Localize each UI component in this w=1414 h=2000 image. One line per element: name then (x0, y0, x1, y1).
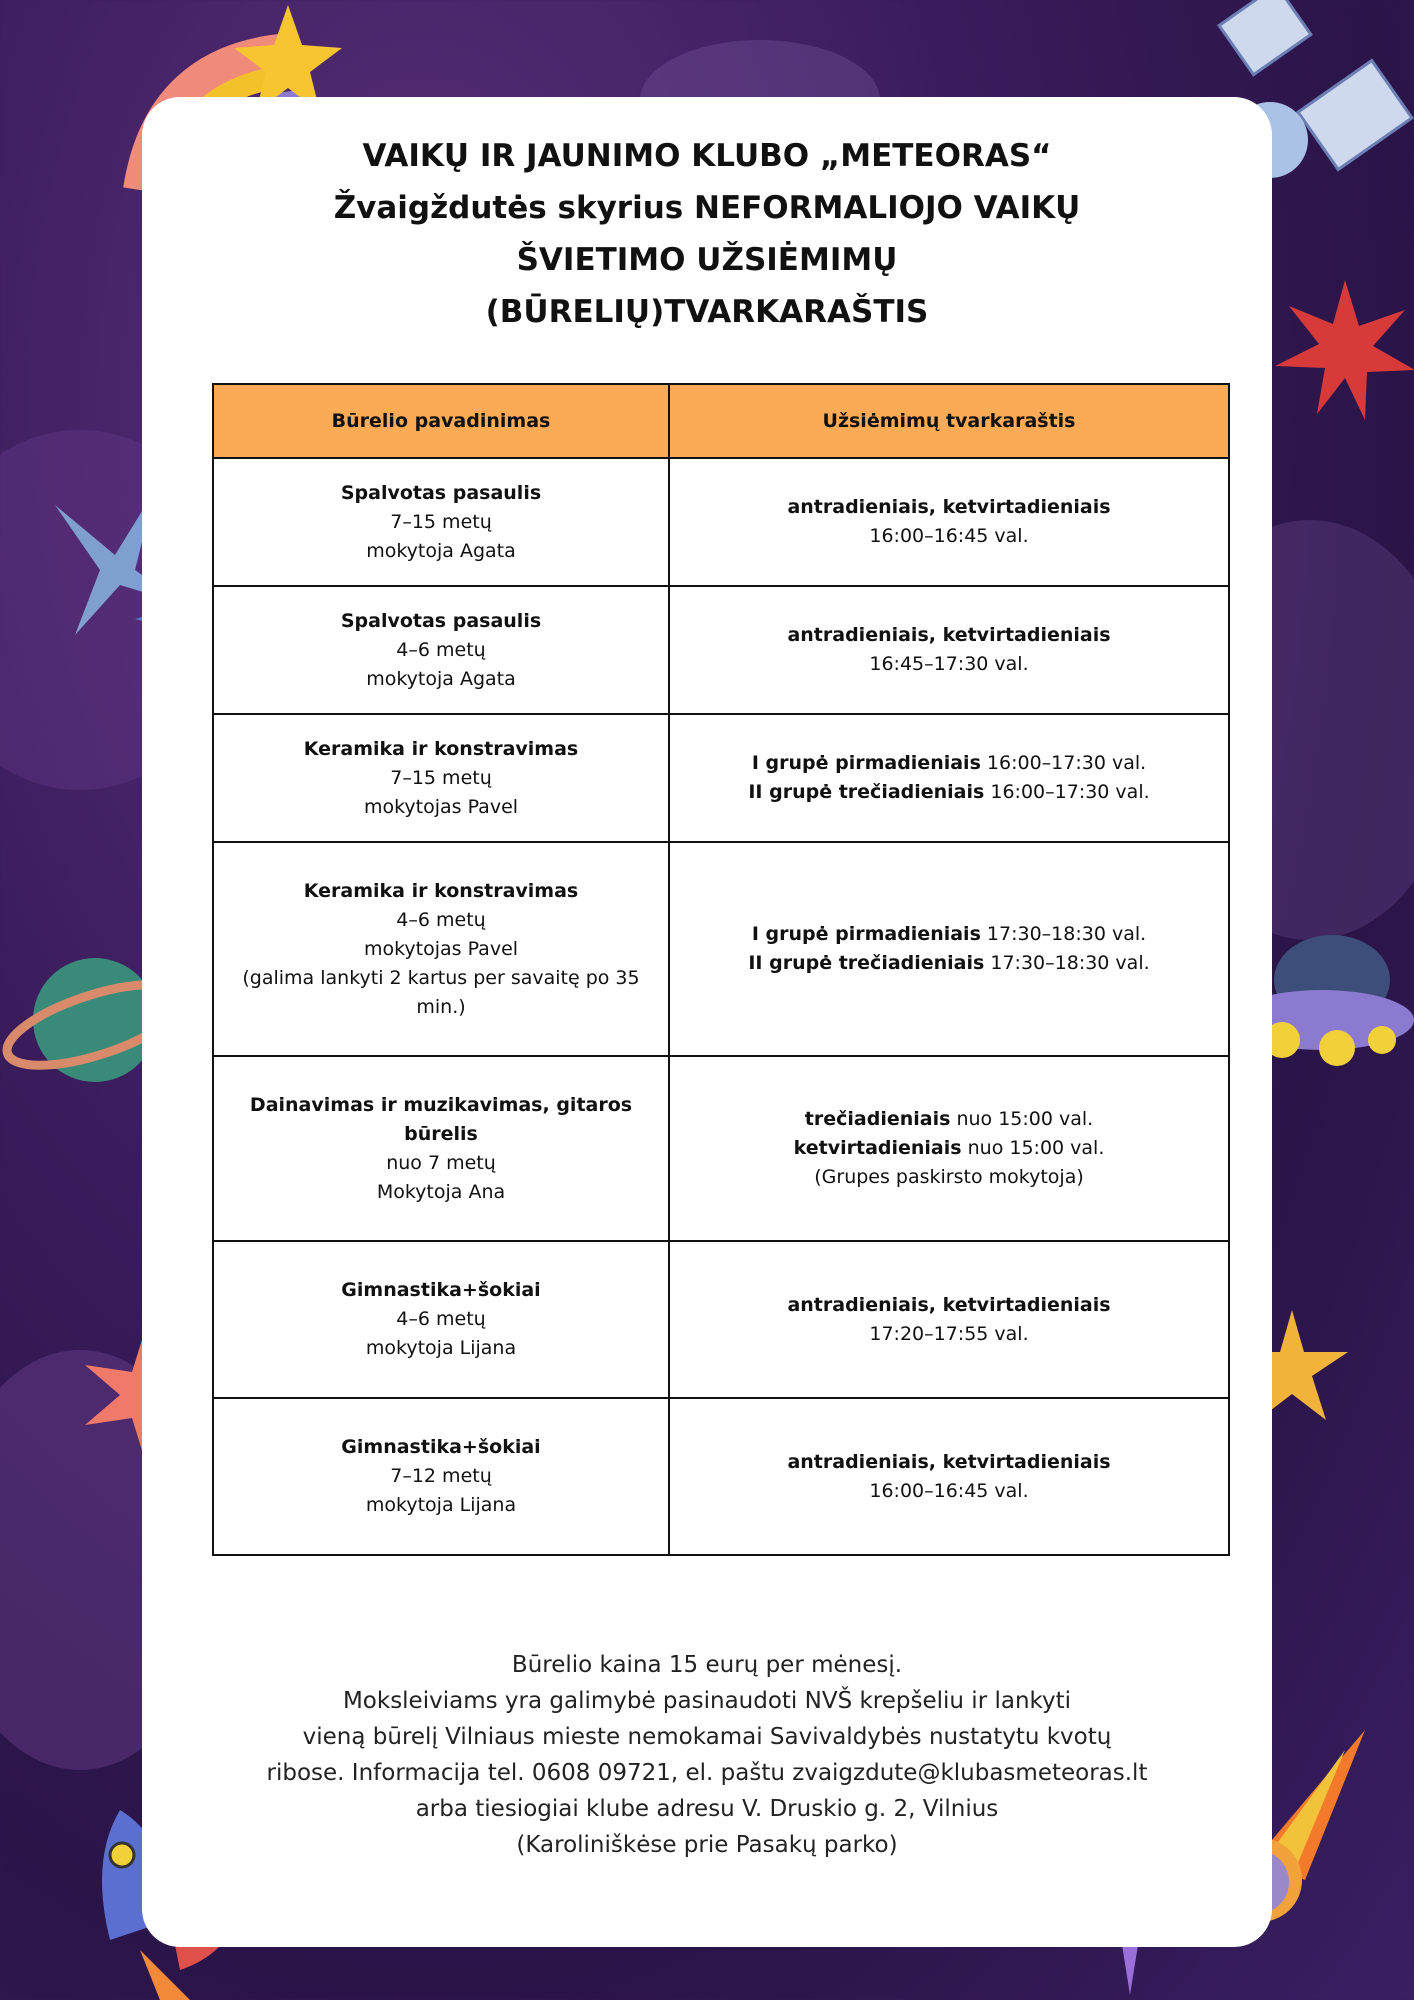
schedule-time: 17:20–17:55 val. (869, 1322, 1029, 1345)
schedule-line (688, 1448, 1210, 1477)
schedule-time: 16:00–17:30 val. (980, 752, 1147, 774)
column-header-name: Būrelio pavadinimas (213, 384, 669, 458)
club-name: Spalvotas pasaulis (340, 481, 542, 504)
table-row (213, 586, 1229, 714)
schedule-days: I grupė pirmadieniais (751, 752, 981, 774)
footer-line: Moksleiviams yra galimybė pasinaudoti NVŠ krepšeliu ir lankyti (342, 1688, 1072, 1714)
schedule-time: 16:00–17:30 val. (984, 781, 1150, 803)
title-line: Žvaigždutės skyrius NEFORMALIOJO VAIKŲ (333, 190, 1081, 226)
schedule-days: I grupė pirmadieniais (751, 923, 981, 945)
table-row (213, 1056, 1229, 1241)
schedule-time: 16:45–17:30 val. (869, 653, 1029, 675)
page-title (0, 130, 1414, 338)
footer-info (0, 1647, 1414, 1863)
club-cell (213, 1398, 669, 1555)
schedule-time: 17:30–18:30 val. (984, 952, 1150, 974)
schedule-line (688, 778, 1210, 807)
schedule-line (688, 1291, 1210, 1320)
club-age: 7–12 metų (390, 1465, 492, 1487)
schedule-days: trečiadieniais (804, 1108, 951, 1130)
club-age: 4–6 metų (396, 1308, 486, 1330)
schedule-days: ketvirtadieniais (793, 1137, 962, 1159)
table-row (213, 714, 1229, 842)
club-teacher: mokytoja Agata (366, 539, 516, 562)
club-note: (galima lankyti 2 kartus per savaitę po 35 min.) (242, 966, 640, 1018)
footer-line: (Karoliniškėse prie Pasakų parko) (516, 1832, 898, 1858)
club-cell (213, 842, 669, 1056)
schedule-line (688, 920, 1210, 949)
title-line: VAIKŲ IR JAUNIMO KLUBO „METEORAS“ (362, 138, 1052, 174)
club-cell (213, 1241, 669, 1398)
schedule-line (688, 949, 1210, 978)
club-teacher: mokytoja Agata (366, 667, 516, 690)
footer-line: Būrelio kaina 15 eurų per mėnesį. (511, 1652, 903, 1678)
club-age: 4–6 metų (396, 908, 486, 931)
table-row (213, 842, 1229, 1056)
table-row (213, 1398, 1229, 1555)
club-cell (213, 714, 669, 842)
club-teacher: Mokytoja Ana (376, 1180, 506, 1203)
footer-line: ribose. Informacija tel. 0608 09721, el. paštu zvaigzdute@klubasmeteoras.lt (266, 1760, 1148, 1786)
schedule-cell (669, 458, 1229, 586)
club-name: Gimnastika+šokiai (341, 1436, 541, 1458)
column-header-schedule: Užsiėmimų tvarkaraštis (669, 384, 1229, 458)
title-line: ŠVIETIMO UŽSIĖMIMŲ (516, 242, 898, 278)
table-row (213, 458, 1229, 586)
club-teacher: mokytojas Pavel (363, 937, 519, 960)
schedule-days: II grupė trečiadieniais (748, 952, 985, 974)
schedule-time: nuo 15:00 val. (950, 1108, 1094, 1130)
schedule-line (688, 650, 1210, 679)
title-line: (BŪRELIŲ)TVARKARAŠTIS (485, 294, 929, 330)
schedule-days: antradieniais, ketvirtadieniais (787, 496, 1111, 518)
club-age: 7–15 metų (390, 510, 492, 533)
club-teacher: mokytojas Pavel (363, 795, 519, 818)
club-name: Gimnastika+šokiai (341, 1279, 541, 1301)
schedule-line (688, 1105, 1210, 1134)
schedule-line (688, 522, 1210, 551)
schedule-days: antradieniais, ketvirtadieniais (787, 624, 1111, 646)
schedule-line (688, 1477, 1210, 1506)
schedule-cell (669, 1398, 1229, 1555)
club-teacher: mokytoja Lijana (365, 1494, 517, 1516)
club-name: Dainavimas ir muzikavimas, gitaros būrelis (249, 1093, 633, 1145)
club-age: 7–15 metų (390, 766, 492, 789)
schedule-line (688, 621, 1210, 650)
schedule-cell (669, 714, 1229, 842)
table-header-row (213, 384, 1229, 458)
club-cell (213, 1056, 669, 1241)
club-name: Keramika ir konstravimas (303, 737, 579, 760)
schedule-line (688, 1163, 1210, 1192)
schedule-cell (669, 1056, 1229, 1241)
footer-line: vieną būrelį Vilniaus mieste nemokamai Savivaldybės nustatytu kvotų (302, 1724, 1112, 1750)
schedule-cell (669, 586, 1229, 714)
schedule-line (688, 1134, 1210, 1163)
schedule-time: (Grupes paskirsto mokytoja) (814, 1166, 1084, 1188)
schedule-time: 17:30–18:30 val. (980, 923, 1147, 945)
club-name: Spalvotas pasaulis (340, 609, 542, 632)
schedule-cell (669, 842, 1229, 1056)
schedule-days: antradieniais, ketvirtadieniais (787, 1293, 1111, 1316)
schedule-line (688, 1320, 1210, 1349)
schedule-time: 16:00–16:45 val. (869, 525, 1029, 547)
schedule-line (688, 749, 1210, 778)
schedule-time: 16:00–16:45 val. (869, 1479, 1029, 1502)
club-cell (213, 458, 669, 586)
table-row (213, 1241, 1229, 1398)
schedule-days: antradieniais, ketvirtadieniais (787, 1450, 1111, 1473)
club-teacher: mokytoja Lijana (365, 1337, 517, 1359)
club-cell (213, 586, 669, 714)
club-age: 4–6 metų (396, 638, 486, 661)
club-age: nuo 7 metų (386, 1151, 496, 1174)
club-name: Keramika ir konstravimas (303, 879, 579, 902)
schedule-line (688, 493, 1210, 522)
schedule-table (212, 383, 1230, 1556)
schedule-days: II grupė trečiadieniais (748, 781, 985, 803)
schedule-cell (669, 1241, 1229, 1398)
schedule-time: nuo 15:00 val. (961, 1137, 1105, 1159)
footer-line: arba tiesiogiai klube adresu V. Druskio g. 2, Vilnius (415, 1796, 999, 1822)
